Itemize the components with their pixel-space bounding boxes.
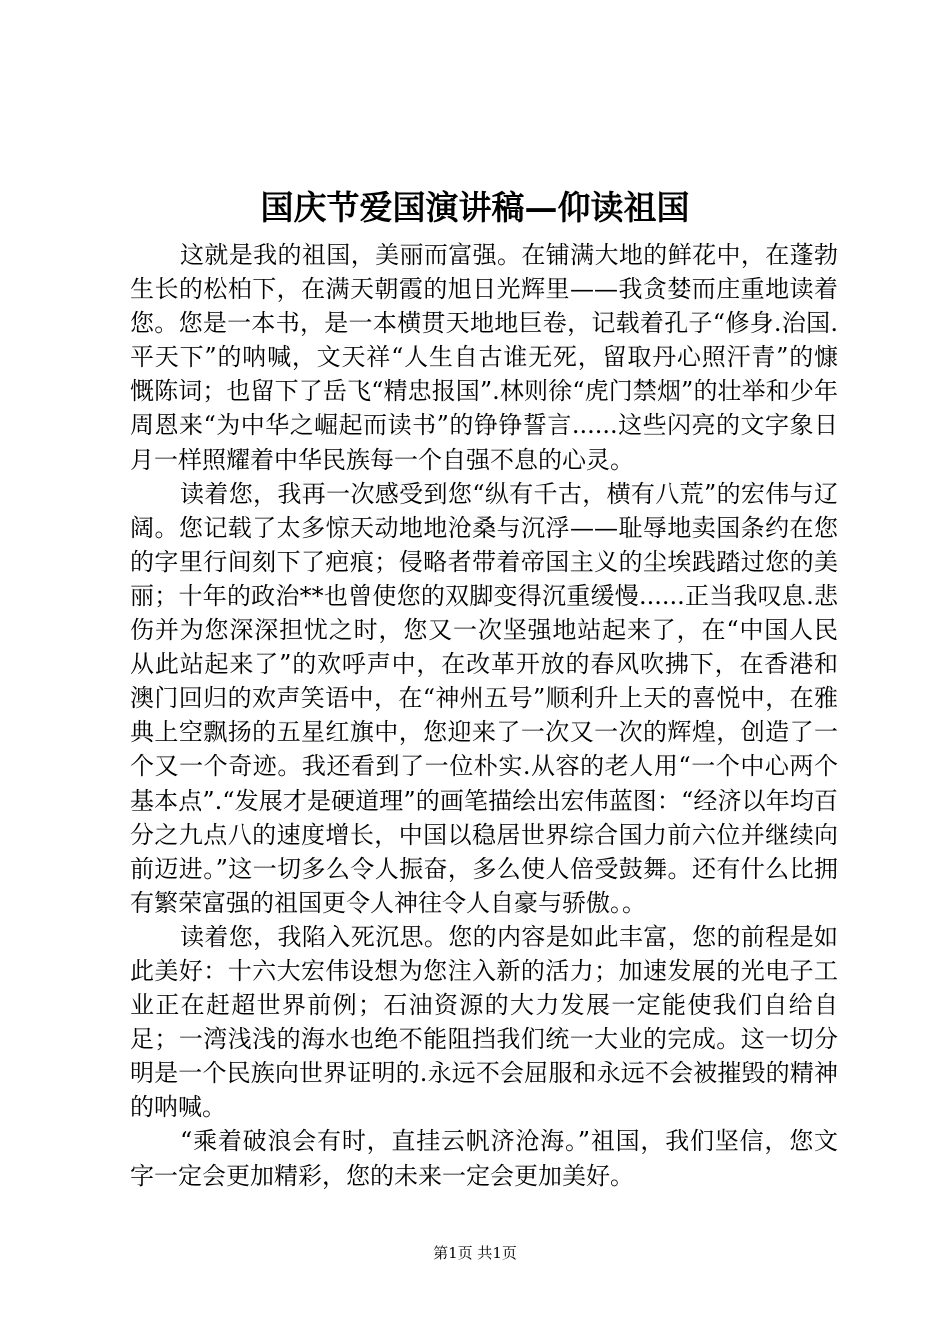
paragraph-4: “乘着破浪会有时，直挂云帆济沧海。”祖国，我们坚信，您文字一定会更加精彩，您的未来一定会更加美好。 <box>130 1127 838 1190</box>
page-number-footer: 第1页 共1页 <box>433 1244 517 1262</box>
paragraph-1: 这就是我的祖国，美丽而富强。在铺满大地的鲜花中，在蓬勃生长的松柏下，在满天朝霞的旭日光辉里——我贪婪而庄重地读着您。您是一本书，是一本横贯天地地巨卷，记载着孔子“修身.治国.平天下”的呐喊，文天祥“人生自古谁无死，留取丹心照汗青”的慷慨陈词；也留下了岳飞“精忠报国”.林则徐“虎门禁烟”的壮举和少年周恩来“为中华之崛起而读书”的铮铮誓言......这些闪亮的文字象日月一样照耀着中华民族每一个自强不息的心灵。 <box>130 241 838 474</box>
paragraph-2: 读着您，我再一次感受到您“纵有千古，横有八荒”的宏伟与辽阔。您记载了太多惊天动地地沧桑与沉浮——耻辱地卖国条约在您的字里行间刻下了疤痕；侵略者带着帝国主义的尘埃践踏过您的美丽；十年的政治**也曾使您的双脚变得沉重缓慢......正当我叹息.悲伤并为您深深担忧之时，您又一次坚强地站起来了，在“中国人民从此站起来了”的欢呼声中，在改革开放的春风吹拂下，在香港和澳门回归的欢声笑语中，在“神州五号”顺利升上天的喜悦中，在雅典上空飘扬的五星红旗中，您迎来了一次又一次的辉煌，创造了一个又一个奇迹。我还看到了一位朴实.从容的老人用“一个中心两个基本点”.“发展才是硬道理”的画笔描绘出宏伟蓝图：“经济以年均百分之九点八的速度增长，中国以稳居世界综合国力前六位并继续向前迈进。”这一切多么令人振奋，多么使人倍受鼓舞。还有什么比拥有繁荣富强的祖国更令人神往令人自豪与骄傲。。 <box>130 479 838 917</box>
document-body <box>130 238 838 1193</box>
paragraph-3: 读着您，我陷入死沉思。您的内容是如此丰富，您的前程是如此美好：十六大宏伟设想为您注入新的活力；加速发展的光电子工业正在赶超世界前例；石油资源的大力发展一定能使我们自给自足；一湾浅浅的海水也绝不能阻挡我们统一大业的完成。这一切分明是一个民族向世界证明的.永远不会屈服和永远不会被摧毁的精神的呐喊。 <box>130 922 838 1122</box>
document-title: 国庆节爱国演讲稿—仰读祖国 <box>260 188 690 227</box>
